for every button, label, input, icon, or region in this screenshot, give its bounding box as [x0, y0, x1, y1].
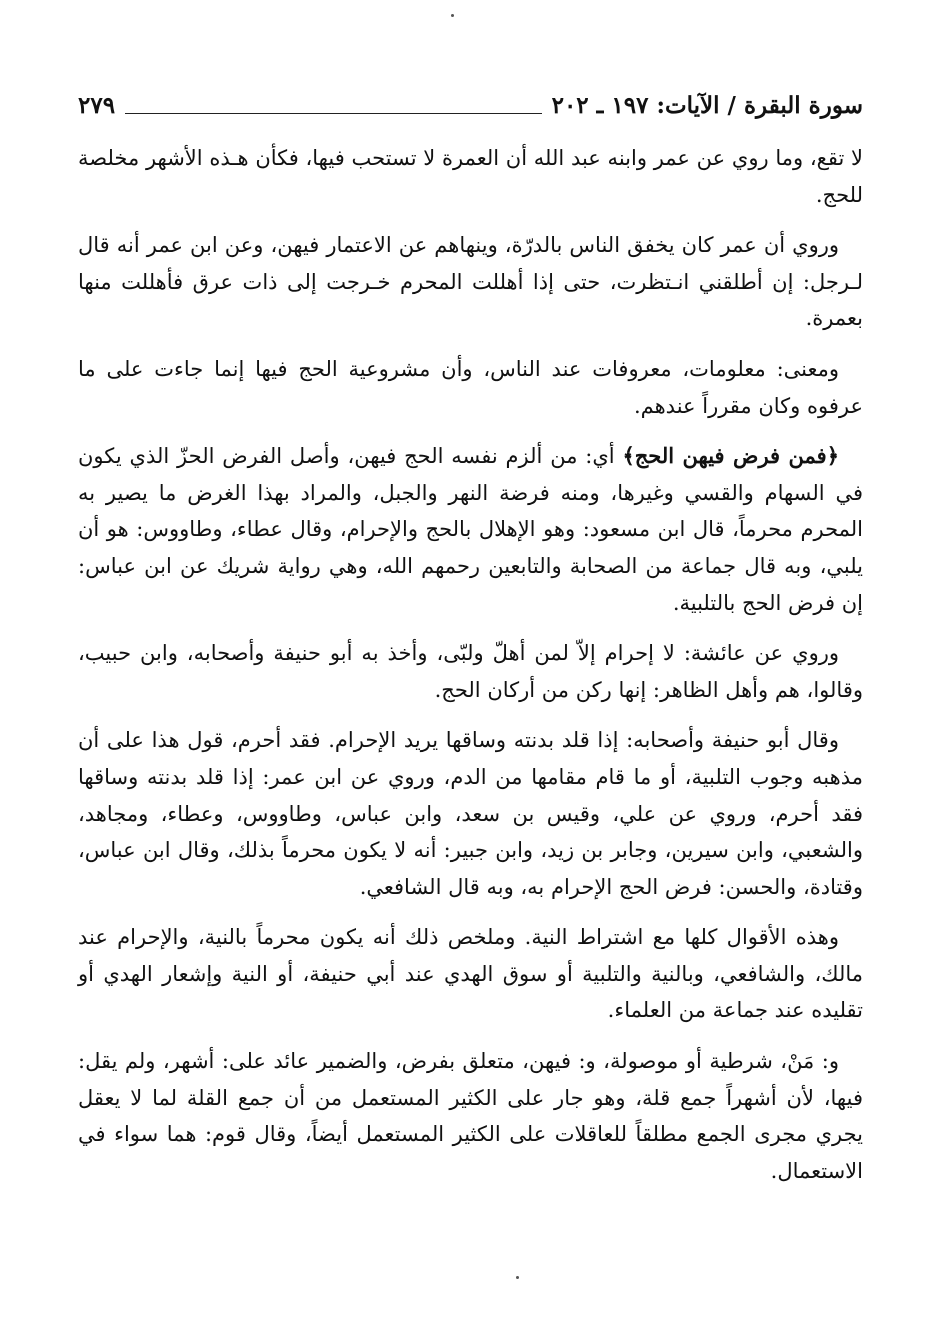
paragraph: [78, 351, 863, 424]
quran-verse-quote: ﴿فمن فرض فيهن الحج﴾: [622, 443, 839, 469]
paragraph: [78, 227, 863, 337]
paragraph-text: أي: من ألزم نفسه الحج فيهن، وأصل الفرض الحزّ الذي يكون في السهام والقسي وغيرها، ومنه فرضة النهر والجبل، والمراد بهذا الغرض ما يصير به المحرم محرماً، قال ابن مسعود: وهو الإهلال بالحج والإحرام، وقال عطاء، وطاووس: هو أن يلبي، وبه قال جماعة من الصحابة والتابعين رحمهم الله، وهي رواية شريك عن ابن عباس: إن فرض الحج بالتلبية.: [78, 444, 863, 615]
running-header: [78, 82, 863, 122]
paragraph: [78, 438, 863, 621]
paragraph: [78, 140, 863, 213]
paragraph-text: لا تقع، وما روي عن عمر وابنه عبد الله أن العمرة لا تستحب فيها، فكأن هـذه الأشهر مخلصة للحج.: [78, 146, 863, 207]
paragraph-text: و: مَنْ، شرطية أو موصولة، و: فيهن، متعلق بفرض، والضمير عائد على: أشهر، ولم يقل: فيها، لأن أشهراً جمع قلة، وهو جار على الكثير المستعمل من أن جمع القلة لما لا يعقل يجري مجرى الجمع مطلقاً للعاقلات على الكثير المستعمل أيضاً، وقال قوم: هما سواء في الاستعمال.: [78, 1049, 863, 1183]
paragraph: [78, 919, 863, 1029]
scan-speck: [516, 1276, 519, 1279]
body-text: [78, 140, 863, 1203]
header-rule: [125, 113, 542, 114]
paragraph-text: وقال أبو حنيفة وأصحابه: إذا قلد بدنته وساقها يريد الإحرام. فقد أحرم، قول هذا على أن مذهبه وجوب التلبية، أو ما قام مقامها من الدم، وروي عن ابن عمر: إذا قلد بدنته وساقها فقد أحرم، وروي عن علي، وقيس بن سعد، وابن عباس، وطاووس، وعطاء، ومجاهد، والشعبي، وابن سيرين، وجابر بن زيد، وابن جبير: أنه لا يكون محرماً بذلك، وقال ابن عباس، وقتادة، والحسن: فرض الحج الإحرام به، وبه قال الشافعي.: [78, 728, 863, 899]
paragraph-text: وروي أن عمر كان يخفق الناس بالدرّة، وينهاهم عن الاعتمار فيهن، وعن ابن عمر أنه قال لـرجل: إن أطلقني انـتظرت، حتى إذا أهللت المحرم خـرجت إلى ذات عرق فأهللت منها بعمرة.: [78, 233, 863, 331]
paragraph: [78, 722, 863, 905]
paragraph-text: وروي عن عائشة: لا إحرام إلاّ لمن أهلّ ولبّى، وأخذ به أبو حنيفة وأصحابه، وابن حبيب، وقالوا، هم وأهل الظاهر: إنها ركن من أركان الحج.: [78, 641, 863, 702]
scan-speck: [451, 14, 454, 17]
page-number: ٢٧٩: [78, 92, 116, 119]
paragraph: [78, 1043, 863, 1189]
paragraph-text: وهذه الأقوال كلها مع اشتراط النية. وملخص ذلك أنه يكون محرماً بالنية، والإحرام عند مالك، والشافعي، وبالنية والتلبية أو سوق الهدي عند أبي حنيفة، أو النية وإشعار الهدي أو تقليده عند جماعة من العلماء.: [78, 925, 863, 1023]
paragraph-text: ومعنى: معلومات، معروفات عند الناس، وأن مشروعية الحج فيها إنما جاءت على ما عرفوه وكان مقرراً عندهم.: [78, 356, 863, 418]
header-title: سورة البقرة / الآيات: ١٩٧ ـ ٢٠٢: [551, 92, 863, 119]
paragraph: [78, 635, 863, 708]
